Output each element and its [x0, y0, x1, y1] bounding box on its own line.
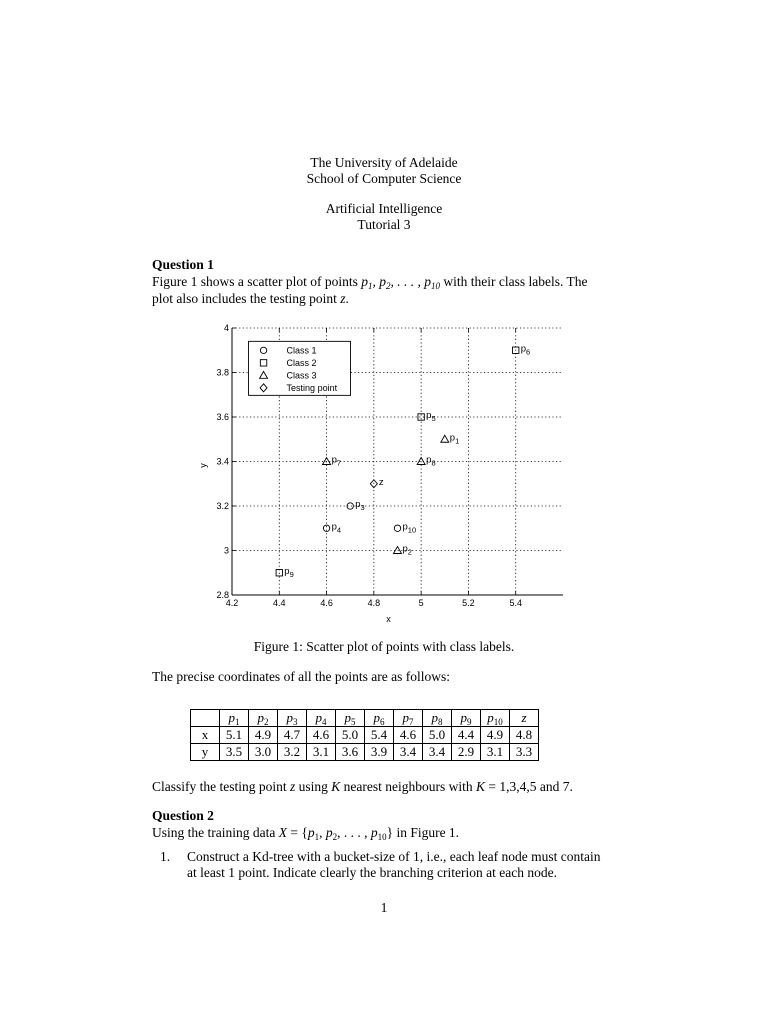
table-cell: 3.1	[481, 744, 510, 761]
point-label: $p_7$	[331, 454, 342, 468]
table-header-cell: $p_1$	[220, 710, 249, 727]
row-label: y	[191, 744, 220, 761]
table-header-cell: $p_6$	[365, 710, 394, 727]
question-1-text-line2: plot also includes the testing point z.	[152, 291, 349, 306]
list-item-number: 1.	[160, 849, 171, 864]
coords-intro: The precise coordinates of all the points are as follows:	[152, 669, 451, 684]
q1-math: $p_1$, $p_2$, . . . , $p_{10}$	[361, 274, 440, 291]
course-name: Artificial Intelligence	[325, 201, 443, 216]
question-1-text-line1	[152, 273, 618, 290]
y-tick-label: 4	[223, 323, 229, 333]
y-tick-label: 3	[223, 545, 229, 556]
x-axis-label: x	[386, 614, 391, 623]
table-cell: 3.2	[278, 744, 307, 761]
table-header-cell: $p_7$	[394, 710, 423, 727]
x-tick-label: 4.8	[367, 598, 381, 608]
university-name: The University of Adelaide	[310, 155, 458, 170]
table-cell: 3.9	[365, 744, 394, 761]
school-name: School of Computer Science	[306, 171, 462, 186]
table-cell: 3.5	[220, 744, 249, 761]
question-2-heading: Question 2	[152, 808, 214, 823]
table-cell: 4.6	[394, 727, 423, 744]
table-cell: 4.9	[249, 727, 278, 744]
q1-text-a: Figure 1 shows a scatter plot of points	[152, 274, 362, 289]
data-point-triangle	[441, 435, 449, 442]
legend-label: Class 1	[286, 345, 317, 356]
table-header-cell: $p_2$	[249, 710, 278, 727]
page-number: 1	[380, 900, 388, 915]
list-item-1-line1: Construct a Kd-tree with a bucket-size of 1, i.e., each leaf node must contain	[187, 849, 601, 864]
point-label: $p_1$	[449, 432, 460, 446]
table-header-cell: $p_9$	[452, 710, 481, 727]
table-header-cell: $p_4$	[307, 710, 336, 727]
table-cell: 2.9	[452, 744, 481, 761]
x-tick-label: 4.2	[225, 598, 239, 608]
legend-label: Class 3	[286, 370, 317, 381]
point-label: $p_4$	[331, 521, 342, 535]
legend-label: Testing point	[286, 382, 338, 393]
table-header-cell: $p_5$	[336, 710, 365, 727]
y-tick-label: 2.8	[216, 590, 229, 600]
scatter-plot	[190, 318, 580, 623]
table-cell: 4.9	[481, 727, 510, 744]
table-corner-cell	[191, 710, 220, 727]
table-row-y	[191, 744, 539, 761]
point-label: $p_9$	[284, 565, 294, 579]
table-cell: 4.8	[510, 727, 539, 744]
y-axis-label: y	[198, 463, 208, 468]
question-2-intro: Using the training data $X = \{p_1$, $p_2$, . . . , $p_{10}$} in Figure 1.	[152, 825, 460, 842]
data-point-square	[276, 570, 282, 576]
table-cell: 3.1	[307, 744, 336, 761]
table-cell: 3.3	[510, 744, 539, 761]
table-header-cell: z	[510, 710, 539, 727]
point-label: $p_{10}$	[402, 521, 417, 535]
table-header-cell: $p_3$	[278, 710, 307, 727]
table-cell: 3.4	[423, 744, 452, 761]
table-cell: 4.7	[278, 727, 307, 744]
x-tick-label: 5.2	[462, 598, 475, 608]
x-tick-label: 5.4	[509, 598, 522, 608]
question-1-heading: Question 1	[152, 257, 214, 272]
table-row-x	[191, 727, 539, 744]
x-tick-label: 4.4	[273, 598, 286, 608]
y-tick-label: 3.4	[216, 456, 229, 467]
table-header-cell: $p_8$	[423, 710, 452, 727]
y-tick-label: 3.6	[216, 412, 229, 422]
point-label: $p_3$	[355, 499, 365, 512]
table-cell: 5.0	[336, 727, 365, 744]
data-point-circle	[394, 525, 400, 531]
table-cell: 4.6	[307, 727, 336, 744]
data-point-triangle	[394, 547, 402, 554]
point-label: z	[378, 476, 384, 488]
table-cell: 4.4	[452, 727, 481, 744]
table-header-row	[191, 710, 539, 727]
list-item-1-line2: at least 1 point. Indicate clearly the branching criterion at each node.	[187, 865, 557, 880]
table-cell: 3.4	[394, 744, 423, 761]
table-cell: 5.1	[220, 727, 249, 744]
legend-label: Class 2	[286, 357, 317, 368]
x-tick-label: 4.6	[320, 598, 333, 608]
figure-caption: Figure 1: Scatter plot of points with class labels.	[253, 639, 515, 654]
tutorial-title: Tutorial 3	[357, 217, 411, 232]
coordinates-table	[190, 709, 539, 761]
table-header-cell: $p_{10}$	[481, 710, 510, 727]
q1-text-b: with their class labels. The	[439, 274, 588, 289]
row-label: x	[191, 727, 220, 744]
table-cell: 3.0	[249, 744, 278, 761]
classify-instruction: Classify the testing point z using K nearest neighbours with K = 1,3,4,5 and 7.	[152, 779, 573, 794]
y-tick-label: 3.8	[216, 367, 229, 378]
point-label: $p_2$	[402, 543, 412, 557]
table-cell: 5.4	[365, 727, 394, 744]
y-tick-label: 3.2	[216, 501, 229, 511]
point-label: $p_6$	[520, 343, 531, 357]
point-label: $p_5$	[426, 410, 436, 423]
x-tick-label: 5	[418, 598, 424, 608]
table-cell: 3.6	[336, 744, 365, 761]
point-label: $p_8$	[426, 454, 436, 468]
table-cell: 5.0	[423, 727, 452, 744]
